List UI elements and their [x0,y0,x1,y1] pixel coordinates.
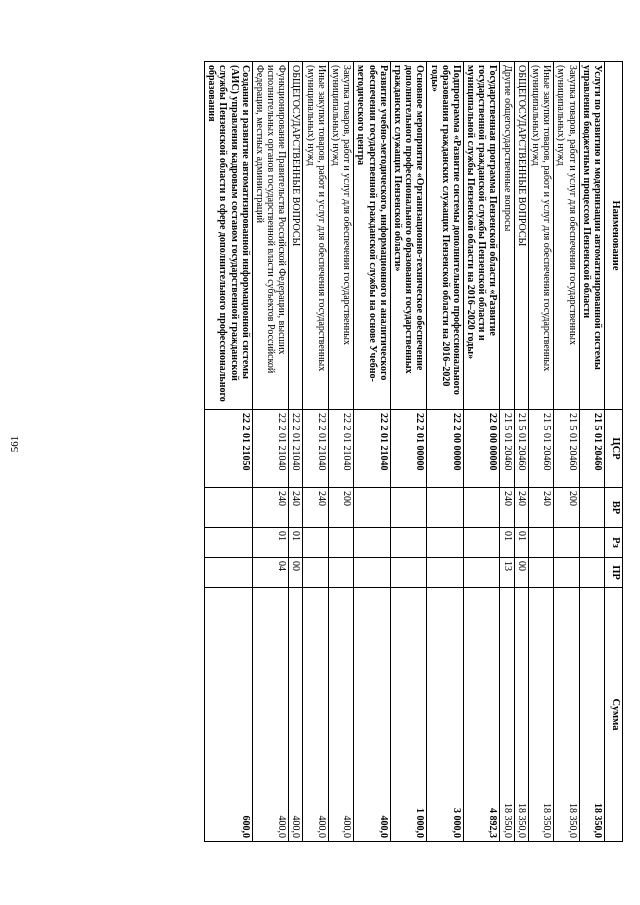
cell-name: Основное мероприятие «Организационно-техническое обеспечение дополнительного профессионального образования государственных гражданских служащих Пензенской области» [390,62,427,410]
cell-csr: 22 2 00 00000 [427,410,464,488]
cell-rz [354,528,391,558]
cell-csr: 22 0 00 00000 [463,410,500,488]
cell-name: Услуги по развитию и модернизации автоматизированной системы управления бюджетным процессом Пензенской области [579,62,604,410]
cell-rz: 01 [252,528,289,558]
cell-pr [328,558,353,588]
table-row [528,62,553,842]
cell-csr: 21 5 01 20460 [500,410,514,488]
cell-vr: 240 [303,488,328,528]
cell-pr: 00 [514,558,528,588]
cell-name: Развитие учебно-методического, информационного и аналитического обеспечения государственной гражданской службы на основе Учебно-методического центра [354,62,391,410]
header-csr: ЦСР [605,410,623,488]
cell-csr: 22 2 01 00000 [390,410,427,488]
cell-sum: 18 350,0 [554,588,579,842]
cell-sum: 400,0 [328,588,353,842]
cell-csr: 21 5 01 20460 [514,410,528,488]
table-row [554,62,579,842]
cell-rz [528,528,553,558]
table-body [205,62,605,842]
cell-rz [390,528,427,558]
page-number: 561 [9,435,21,453]
cell-pr: 04 [252,558,289,588]
cell-name: ОБЩЕГОСУДАРСТВЕННЫЕ ВОПРОСЫ [514,62,528,410]
cell-pr [579,558,604,588]
cell-vr [427,488,464,528]
cell-sum: 400,0 [303,588,328,842]
cell-rz [328,528,353,558]
cell-vr [579,488,604,528]
cell-rz: 01 [289,528,303,558]
cell-vr: 200 [328,488,353,528]
cell-pr [303,558,328,588]
cell-vr: 200 [554,488,579,528]
cell-vr: 240 [528,488,553,528]
header-sum: Сумма [605,588,623,842]
cell-csr: 21 5 01 20460 [528,410,553,488]
cell-csr: 21 5 01 20460 [554,410,579,488]
cell-vr [354,488,391,528]
cell-rz [579,528,604,558]
cell-pr [554,558,579,588]
cell-sum: 3 000,0 [427,588,464,842]
cell-vr [463,488,500,528]
cell-pr: 13 [500,558,514,588]
table-row [252,62,289,842]
cell-rz [303,528,328,558]
table-row [289,62,303,842]
table-row [514,62,528,842]
cell-vr: 240 [289,488,303,528]
cell-csr: 22 2 01 21040 [328,410,353,488]
table-row [390,62,427,842]
table-header-row [605,62,623,842]
cell-pr [390,558,427,588]
cell-sum: 18 350,0 [500,588,514,842]
cell-vr [390,488,427,528]
cell-pr [205,558,253,588]
cell-vr: 240 [500,488,514,528]
table-row [303,62,328,842]
cell-name: Иные закупки товаров, работ и услуг для обеспечения государственных (муниципальных) нужд [303,62,328,410]
cell-name: Государственная программа Пензенской области «Развитие государственной гражданской службы Пензенской области и муниципальной службы Пензенской области на 2016–2020 годы» [463,62,500,410]
cell-vr: 240 [514,488,528,528]
cell-name: Закупка товаров, работ и услуг для обеспечения государственных (муниципальных) нужд [554,62,579,410]
cell-sum: 400,0 [252,588,289,842]
cell-rz [427,528,464,558]
cell-sum: 4 892,3 [463,588,500,842]
cell-rz [554,528,579,558]
cell-pr [427,558,464,588]
budget-table [204,61,623,842]
cell-csr: 22 2 01 21040 [289,410,303,488]
cell-name: Создание и развитие автоматизированной информационной системы (АИС) управления кадровым составом государственной гражданской службы Пензенской области в сфере дополнительного профессионального образования [205,62,253,410]
cell-rz: 01 [514,528,528,558]
cell-pr: 00 [289,558,303,588]
cell-pr [463,558,500,588]
cell-rz [463,528,500,558]
table-row [354,62,391,842]
cell-rz: 01 [500,528,514,558]
cell-pr [528,558,553,588]
cell-csr: 21 5 01 20460 [579,410,604,488]
cell-vr [205,488,253,528]
cell-sum: 18 350,0 [528,588,553,842]
cell-sum: 600,0 [205,588,253,842]
cell-name: Функционирование Правительства Российской Федерации, высших исполнительных органов государственной власти субъектов Российской Федерации, местных администраций [252,62,289,410]
table-row [427,62,464,842]
cell-sum: 18 350,0 [579,588,604,842]
header-name: Наименование [605,62,623,410]
cell-csr: 22 2 01 21040 [303,410,328,488]
cell-csr: 22 2 01 21040 [252,410,289,488]
cell-name: ОБЩЕГОСУДАРСТВЕННЫЕ ВОПРОСЫ [289,62,303,410]
cell-name: Закупка товаров, работ и услуг для обеспечения государственных (муниципальных) нужд [328,62,353,410]
cell-name: Другие общегосударственные вопросы [500,62,514,410]
header-rz: Рз [605,528,623,558]
cell-sum: 400,0 [289,588,303,842]
cell-csr: 22 2 01 21040 [354,410,391,488]
cell-sum: 400,0 [354,588,391,842]
cell-sum: 1 000,0 [390,588,427,842]
cell-name: Иные закупки товаров, работ и услуг для обеспечения государственных (муниципальных) нужд [528,62,553,410]
cell-pr [354,558,391,588]
cell-sum: 18 350,0 [514,588,528,842]
cell-name: Подпрограмма «Развитие системы дополнительного профессионального образования гражданских служащих Пензенской области на 2016–2020 годы» [427,62,464,410]
cell-vr: 240 [252,488,289,528]
table-row [328,62,353,842]
header-pr: ПР [605,558,623,588]
table-row [579,62,604,842]
table-row [463,62,500,842]
cell-csr: 22 2 01 21050 [205,410,253,488]
rotated-page-content [85,61,623,841]
table-row [205,62,253,842]
cell-rz [205,528,253,558]
table-row [500,62,514,842]
header-vr: ВР [605,488,623,528]
